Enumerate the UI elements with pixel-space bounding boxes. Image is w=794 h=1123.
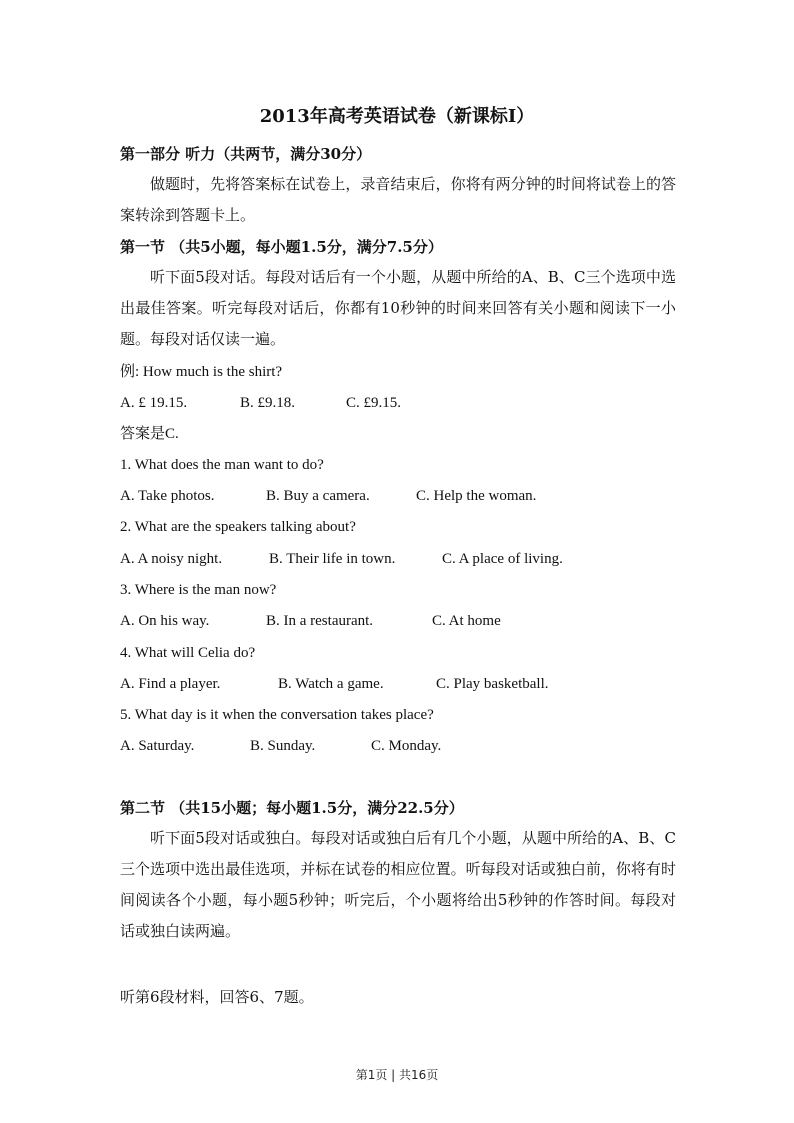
example-options [120, 392, 680, 414]
option-b: B. £9.18. [240, 395, 296, 411]
question-4-options [120, 673, 680, 695]
question-1-options [120, 485, 680, 507]
option-a: A. Saturday. [120, 738, 195, 754]
section1-heading: 第一节 （共5小题，每小题1.5分，满分7.5分） [120, 238, 443, 256]
option-a: A. Find a player. [120, 676, 221, 692]
question-5: 5. What day is it when the conversation takes place? [120, 707, 434, 723]
question-4: 4. What will Celia do? [120, 645, 256, 661]
option-a: A. £ 19.15. [120, 395, 188, 411]
option-c: C. Monday. [371, 738, 442, 754]
question-5-options [120, 735, 680, 757]
section2-heading: 第二节 （共15小题；每小题1.5分，满分22.5分） [120, 799, 464, 817]
option-c: C. A place of living. [442, 551, 563, 567]
exam-title: 2013年高考英语试卷（新课标Ⅰ） [259, 106, 535, 127]
option-b: B. Watch a game. [278, 676, 384, 692]
question-2-options [120, 548, 680, 570]
option-b: B. Their life in town. [269, 551, 396, 567]
example-question: 例: How much is the shirt? [120, 364, 283, 380]
question-3-options [120, 610, 680, 632]
question-3: 3. Where is the man now? [120, 582, 277, 598]
option-a: A. Take photos. [120, 488, 215, 504]
option-b: B. Buy a camera. [266, 488, 370, 504]
part1-heading: 第一部分 听力（共两节，满分30分） [120, 145, 372, 163]
option-c: C. Help the woman. [416, 488, 537, 504]
option-b: B. Sunday. [250, 738, 316, 754]
option-c: C. At home [432, 613, 501, 629]
example-answer: 答案是C. [120, 426, 179, 442]
part1-intro: 做题时，先将答案标在试卷上，录音结束后，你将有两分钟的时间将试卷上的答案转涂到答题卡上。 [120, 175, 676, 224]
section2-intro: 听下面5段对话或独白。每段对话或独白后有几个小题，从题中所给的A、B、C三个选项中选出最佳选项，并标在试卷的相应位置。听每段对话或独白前，你将有时间阅读各个小题，每小题5秒钟；听完后，个小题将给出5秒钟的作答时间。每段对话或独白读两遍。 [120, 829, 676, 940]
option-a: A. On his way. [120, 613, 210, 629]
question-1: 1. What does the man want to do? [120, 457, 324, 473]
option-c: C. £9.15. [346, 395, 402, 411]
option-b: B. In a restaurant. [266, 613, 374, 629]
option-c: C. Play basketball. [436, 676, 549, 692]
section1-intro: 听下面5段对话。每段对话后有一个小题，从题中所给的A、B、C三个选项中选出最佳答案。听完每段对话后，你都有10秒钟的时间来回答有关小题和阅读下一小题。每段对话仅读一遍。 [120, 268, 676, 348]
option-a: A. A noisy night. [120, 551, 223, 567]
section2-instruction: 听第6段材料，回答6、7题。 [120, 988, 314, 1006]
page-footer: 第1页 | 共16页 [355, 1068, 439, 1082]
question-2: 2. What are the speakers talking about? [120, 519, 356, 535]
